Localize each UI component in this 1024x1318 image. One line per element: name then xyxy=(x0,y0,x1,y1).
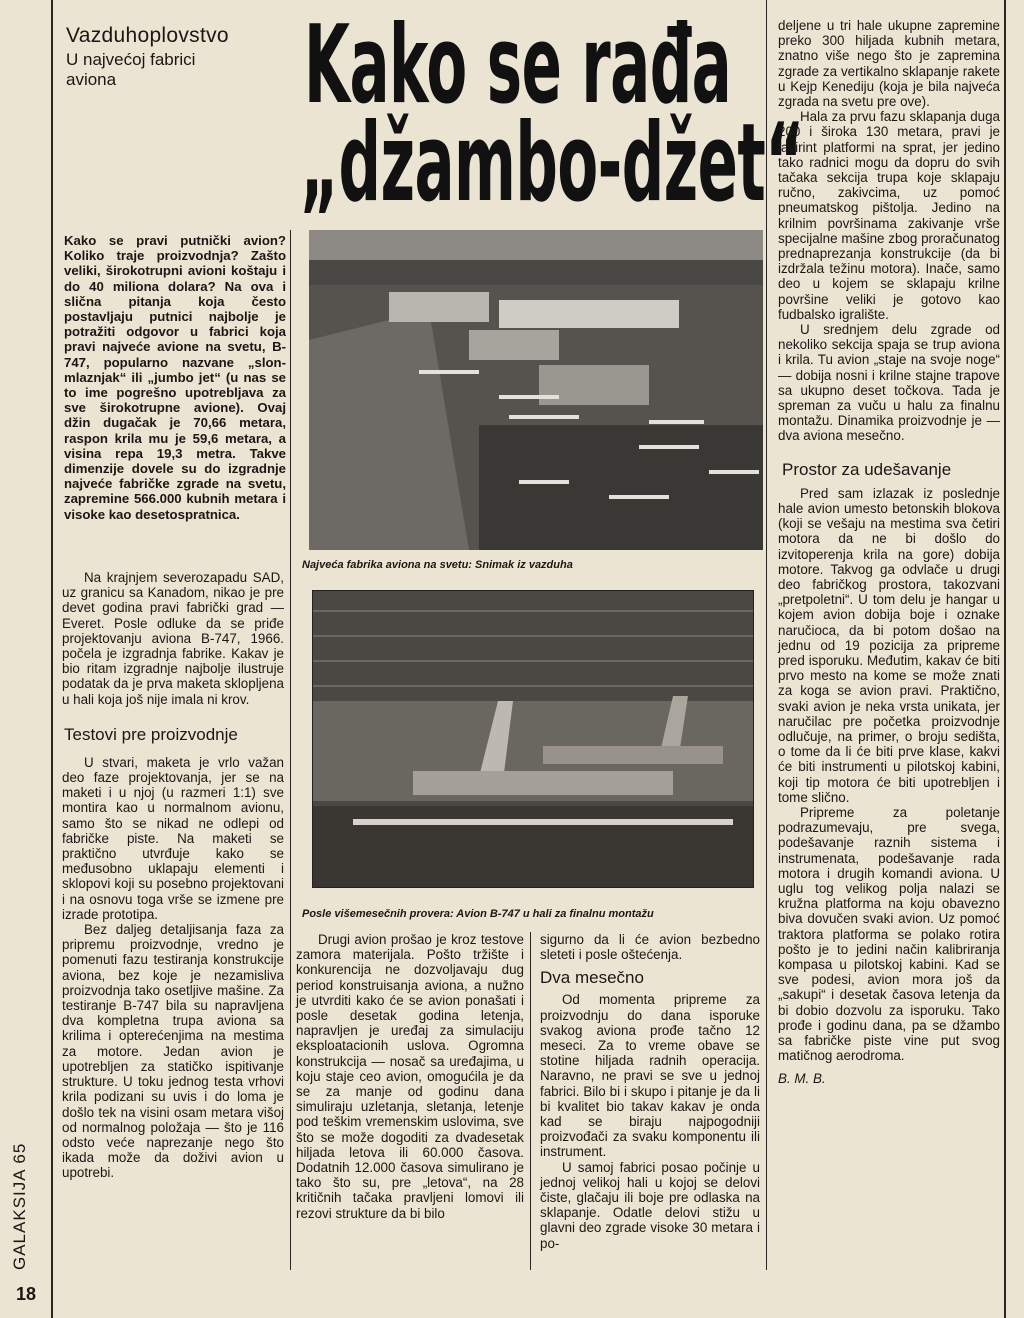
col4-paragraph-1: Hala za prvu fazu sklapanja duga 200 i široka 130 metara, pravi je lavirint platformi na sprat, jer jedino tako radnici mogu da dopru do svih tačaka sekcija trupa koje sklapaju ručno, zakivcima, uz pomoć pneumatskog pištolja. Jedino na krilnim površinama zakivanje vrše specijalne mašine zbog proračunatog prednaprezanja konstrukcije (da bi izdržala težinu motora). Inače, samo deo u kojem se sklapaju krilne površine veliki je gotovo kao fudbalsko igralište. xyxy=(778,109,1000,322)
right-margin-rule xyxy=(1004,0,1006,1318)
hangar-assembly-photo xyxy=(312,590,754,888)
photo1-caption-text: Najveća fabrika aviona na svetu: Snimak iz vazduha xyxy=(302,559,573,571)
headline-line-1: Kako se rađa xyxy=(304,3,732,128)
lead-text: Kako se pravi putnički avion? Koliko traje proizvodnja? Zašto veliki, širokotrupni avioni koštaju i do 40 miliona dolara? Na ova i slična pitanja koja često postavljaju putnici najbolje je potražiti odgovor u fabrici koja pravi najveće avione na svetu, B-747, popularno nazvane „slon-mlaznjak“ ili „jumbo jet“ (u nas se to ime pogrešno upotrebljava za sve širokotrupne avione). Ovaj džin dugačak je 70,66 metara, raspon krila mu je 59,6 metara, a visina repa 19,3 metra. Takve dimenzije dovele su do izgradnje najveće fabričke zgrade na svetu, zapremine 566.000 kubnih metara i visoke kao desetospratnica. xyxy=(64,233,286,522)
col4-paragraph-4: Pripreme za poletanje podrazumevaju, pre svega, podešavanje raznih sistema i instrumenata, podešavanje rada motora i drugih komandi aviona. U uglu tog velikog polja nalazi se kružna platforma na koju obavezno biva dovučen svaki avion. Uz pomoć traktora platforma se polako rotira pošto je to jedini način kalibriranja kompasa u pilotskoj kabini. Kad se sve podesi, avion mora još da „sakupi“ i desetak časova letenja da bi dobio dozvolu za isporuku. Tako prođe i godinu dana, pa se džambo sa fabričke piste vine put svog matičnog aerodroma. xyxy=(778,804,1000,1064)
signature: B. M. B. xyxy=(778,1071,826,1087)
col3-paragraph-2: U samoj fabrici posao počinje u jednoj velikoj hali u kojoj se delovi čiste, glačaju ili boje pre odlaska na sklapanje. Odatle delovi stižu u glavni deo zgrade visoke 30 metara i po- xyxy=(540,1159,760,1251)
magazine-name: GALAKSIJA 65 xyxy=(10,1142,29,1270)
lead-paragraph xyxy=(64,233,286,522)
column-1 xyxy=(62,570,284,1181)
column-4 xyxy=(778,18,1000,1087)
column-3 xyxy=(540,932,760,1251)
col4-paragraph-3: Pred sam izlazak iz poslednje hale avion umesto betonskih blokova (koji se vešaju na mestima sva četiri motora da ne bi došlo do izvitoperenja krila na gore) dobija motore. Takvog ga odvlače u drugi deo fabričkog prostora, takozvani „pretpoletni“. U tom delu je hangar u kojem avion dobija boje i oznake naručioca, da bi potom došao na jednu od 19 pozicija za pripreme pred isporuku. Međutim, kakav će biti prvo mesto na kome se može znati za koga se avion pravi. Praktično, svaki avion je neka vrsta unikata, jer naručilac pre početka proizvodnje odlučuje, na primer, o broju sedišta, o tome da li će biti prve klase, kakvi će biti instrumenti u pilotskoj kabini, koji tip motora će biti upotrebljen i tome slično. xyxy=(778,485,1000,805)
column-2 xyxy=(296,932,524,1221)
col2-paragraph-1: Drugi avion prošao je kroz testove zamora materijala. Pošto tržište i konkurencija ne dozvoljavaju dug period konstruisanja aviona, a nužno je utvrditi kako će se avion ponašati i posle desetak godina letenja, napravljen je uređaj za simulaciju eksploatacionih uslova. Ogromna konstrukcija — nosač sa uređajima, u koju staje ceo avion, omogućila je da se za manje od godinu dana simuliraju uzletanja, sletanja, letenje pod teškim vremenskim uslovima, sve što se može dogoditi za dvadesetak hiljada letova ili 60.000 časova. Dodatnih 12.000 časova simulirano je tako što su, pre „letova“, na 28 kritičnih tačaka pravljeni lomovi ili rezovi strukture da bi bilo xyxy=(296,932,524,1221)
col4-paragraph-2: U srednjem delu zgrade od nekoliko sekcija spaja se trup aviona i krila. Tu avion „staje na svoje noge“ — dobija nosni i krilne stajne trapove sa ukupno deset točkova. Tada je spreman za vuču u halu za finalnu montažu. Dinamika proizvodnje je — dva aviona mesečno. xyxy=(778,322,1000,444)
col4-heading: Prostor za udešavanje xyxy=(782,459,952,479)
section-subtitle: U najvećoj fabrici aviona xyxy=(66,50,196,89)
photo1-caption xyxy=(302,559,762,572)
headline-line-2: „džambo-džet“ xyxy=(300,101,804,226)
aerial-factory-photo xyxy=(309,230,763,550)
photo2-caption xyxy=(302,908,762,921)
col4-paragraph-0: deljene u tri hale ukupne zapremine preko 300 hiljada kubnih metara, znatno više nego što je zapremina zgrade za vertikalno sklapanje rakete u Kejp Kenediju (koja je bila najveća zgrada na svetu pre ove). xyxy=(778,18,1000,110)
col1-paragraph-2: Bez daljeg detaljisanja faza za pripremu proizvodnje, vredno je pomenuti fazu testiranja konstrukcije aviona, bez koje je nezamisliva proizvodnja tako osetljive mašine. Za testiranje B-747 bila su napravljena dva kompletna trupa aviona sa krilima i opterećenjima na mestima za motore. Jedan avion je upotrebljen za statičko ispitivanje strukture. U toku jednog testa vrhovi krila podizani su uvis i do loma je došlo tek na visini osam metara višoj od normalnog položaja — što je 116 odsto veće naprezanje nego što ikada može da doživi avion u upotrebi. xyxy=(62,922,284,1181)
col3-paragraph-1: Od momenta pripreme za proizvodnju do dana isporuke svakog aviona prođe tačno 12 meseci. Za to vreme obave se stotine hiljada radnih operacija. Naravno, ne pravi se sve u jednoj fabrici. Bilo bi i skupo i pitanje je da li bi kvalitet bio takav kakav je onda kad se biraju najpogodniji proizvođači za svaku komponentu ili instrument. xyxy=(540,992,760,1160)
column-rule-2 xyxy=(530,932,531,1270)
col3-heading: Dva mesečno xyxy=(540,968,644,988)
column-rule-1 xyxy=(290,230,291,1270)
aerial-photo-graphic xyxy=(309,230,763,550)
col1-intro: Na krajnjem severozapadu SAD, uz granicu sa Kanadom, nikao je pre devet godina pravi fabrički grad — Everet. Posle odluke da se priđe projektovanju aviona B-747, 1966. počela je izgradnja fabrike. Kakav je bio ritam izgradnje najbolje ilustruje podatak da je prva maketa sklopljena u hali koja još nije imala ni krov. xyxy=(62,570,284,707)
headline xyxy=(300,3,804,226)
section-label: Vazduhoplovstvo xyxy=(66,24,229,47)
page-number: 18 xyxy=(16,1284,37,1304)
photo2-caption-text: Posle višemesečnih provera: Avion B-747 u hali za finalnu montažu xyxy=(302,908,654,920)
section-header xyxy=(66,24,291,90)
magazine-footer xyxy=(10,1070,40,1270)
col1-heading: Testovi pre proizvodnje xyxy=(64,724,238,744)
col3-paragraph-0: sigurno da li će avion bezbedno sleteti i posle oštećenja. xyxy=(540,932,760,963)
left-margin-rule xyxy=(51,0,53,1318)
hangar-photo-graphic xyxy=(313,591,753,887)
col1-paragraph-1: U stvari, maketa je vrlo važan deo faze projektovanja, jer se na maketi i u njoj (u razmeri 1:1) sve montira kao u normalnom avionu, samo što se nikad ne odlepi od fabričke piste. Na maketi se praktično utvrđuje kako se međusobno uklapaju elementi i sklopovi koji su posebno projektovani i na osnovu toga vrše se izmene pre izrade prototipa. xyxy=(62,754,284,922)
